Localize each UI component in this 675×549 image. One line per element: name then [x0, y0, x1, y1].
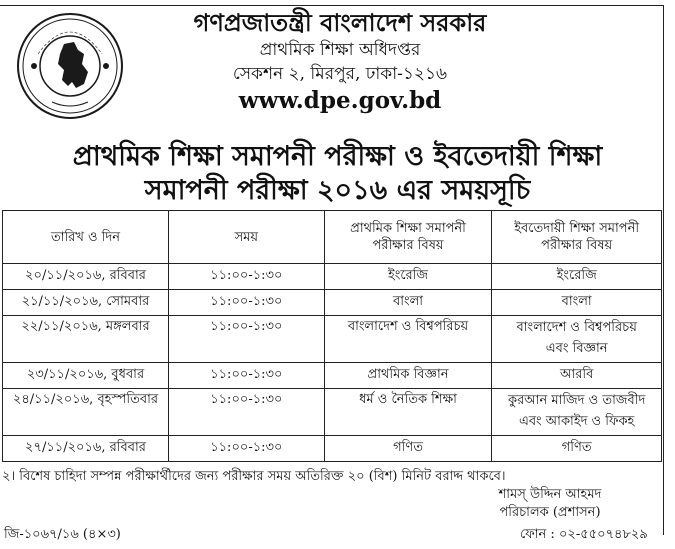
cell-date: ২২/১১/২০১৬, মঙ্গলবার	[3, 316, 169, 363]
cell-time: ১১:০০-১:৩০	[168, 363, 324, 389]
letterhead	[100, 8, 580, 116]
table-header-row	[3, 211, 662, 264]
document-code: জি-১০৬৭/১৬ (৪×৩)	[4, 527, 121, 542]
cell-time: ১১:০০-১:৩০	[168, 316, 324, 363]
table-row	[3, 389, 662, 436]
table-row	[3, 264, 662, 290]
cell-primary-subject: প্রাথমিক বিজ্ঞান	[324, 363, 492, 389]
cell-ebtedayee-subject	[492, 316, 662, 363]
cell-primary-subject: ধর্ম ও নৈতিক শিক্ষা	[324, 389, 492, 436]
header-ebtedayee-line-2: পরীক্ষার বিষয়	[541, 238, 613, 253]
ebtedayee-line-1: কুরআন মাজিদ ও তাজবীদ	[508, 393, 646, 408]
header-primary-subject	[324, 211, 492, 264]
title-line-1: প্রাথমিক শিক্ষা সমাপনী পরীক্ষা ও ইবতেদায়ী শিক্ষা	[72, 141, 603, 172]
header-ebtedayee-subject	[492, 211, 662, 264]
cell-date: ২৩/১১/২০১৬, বুধবার	[3, 363, 169, 389]
ebtedayee-line-2: এবং বিজ্ঞান	[545, 341, 608, 356]
header-primary-line-2: পরীক্ষার বিষয়	[372, 238, 444, 253]
cell-ebtedayee-subject	[492, 389, 662, 436]
header-ebtedayee-line-1: ইবতেদায়ী শিক্ষা সমাপনী	[514, 221, 640, 236]
table-row	[3, 290, 662, 316]
header-date: তারিখ ও দিন	[3, 211, 169, 264]
ebtedayee-line-1: গণিত	[561, 440, 592, 455]
cell-date: ২১/১১/২০১৬, সোমবার	[3, 290, 169, 316]
website-link[interactable]: www.dpe.gov.bd	[238, 87, 442, 114]
right-border-line	[663, 5, 664, 535]
cell-date: ২০/১১/২০১৬, রবিবার	[3, 264, 169, 290]
cell-primary-subject: গণিত	[324, 436, 492, 462]
signature-block	[480, 486, 620, 522]
top-border-line	[0, 5, 664, 6]
signatory-designation: পরিচালক (প্রশাসন)	[499, 505, 601, 520]
header-time: সময়	[168, 211, 324, 264]
notice-title	[20, 140, 655, 208]
exam-schedule-table	[2, 210, 662, 462]
table-row	[3, 436, 662, 462]
ebtedayee-line-1: বাংলা	[561, 294, 592, 309]
cell-ebtedayee-subject	[492, 363, 662, 389]
title-line-2: সমাপনী পরীক্ষা ২০১৬ এর সময়সূচি	[144, 175, 531, 206]
department-name: প্রাথমিক শিক্ষা অধিদপ্তর	[259, 40, 421, 60]
signatory-name: শামস্‌ উদ্দিন আহমদ	[498, 487, 602, 502]
cell-primary-subject: ইংরেজি	[324, 264, 492, 290]
cell-time: ১১:০০-১:৩০	[168, 264, 324, 290]
cell-date: ২৭/১১/২০১৬, রবিবার	[3, 436, 169, 462]
cell-ebtedayee-subject	[492, 436, 662, 462]
government-name: গণপ্রজাতন্ত্রী বাংলাদেশ সরকার	[193, 8, 487, 37]
cell-ebtedayee-subject	[492, 264, 662, 290]
header-primary-line-1: প্রাথমিক শিক্ষা সমাপনী	[350, 221, 466, 236]
special-needs-note: ২। বিশেষ চাহিদা সম্পন্ন পরীক্ষার্থীদের জন্য পরীক্ষার সময় অতিরিক্ত ২০ (বিশ) মিনিট বরাদ্দ থাকবে।	[2, 469, 506, 484]
cell-primary-subject: বাংলা	[324, 290, 492, 316]
cell-ebtedayee-subject	[492, 290, 662, 316]
ebtedayee-line-1: ইংরেজি	[556, 268, 597, 283]
cell-date: ২৪/১১/২০১৬, বৃহস্পতিবার	[3, 389, 169, 436]
table-row	[3, 316, 662, 363]
table-row	[3, 363, 662, 389]
office-address: সেকশন ২, মিরপুর, ঢাকা-১২১৬	[232, 64, 448, 84]
ebtedayee-line-1: আরবি	[560, 367, 594, 382]
cell-time: ১১:০০-১:৩০	[168, 290, 324, 316]
ebtedayee-line-1: বাংলাদেশ ও বিশ্বপরিচয়	[516, 320, 637, 335]
cell-time: ১১:০০-১:৩০	[168, 436, 324, 462]
cell-time: ১১:০০-১:৩০	[168, 389, 324, 436]
phone-number: ফোন : ০২-৫৫০৭৪৮২৯	[520, 527, 648, 542]
cell-primary-subject: বাংলাদেশ ও বিশ্বপরিচয়	[324, 316, 492, 363]
ebtedayee-line-2: এবং আকাইদ ও ফিকহ	[518, 414, 635, 429]
